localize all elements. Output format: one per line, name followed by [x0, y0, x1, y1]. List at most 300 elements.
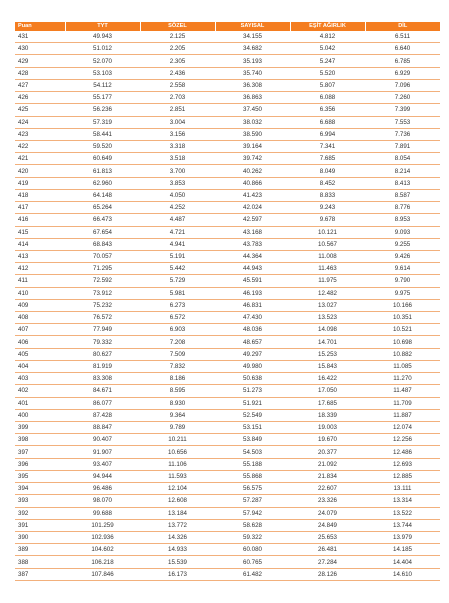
cell-tyt: 106.218 — [65, 556, 140, 568]
cell-sayisal: 38.590 — [215, 128, 290, 140]
cell-puan: 430 — [15, 43, 65, 55]
cell-puan: 418 — [15, 189, 65, 201]
cell-sayisal: 60.080 — [215, 544, 290, 556]
cell-puan: 409 — [15, 299, 65, 311]
cell-sayisal: 42.024 — [215, 202, 290, 214]
cell-esit-agirlik: 7.685 — [290, 153, 365, 165]
cell-tyt: 60.649 — [65, 153, 140, 165]
cell-sozel: 5.729 — [140, 275, 215, 287]
table-row — [15, 165, 440, 177]
cell-sayisal: 60.765 — [215, 556, 290, 568]
header-puan: Puan — [15, 22, 65, 31]
table-row — [15, 409, 440, 421]
cell-sozel: 2.205 — [140, 43, 215, 55]
table-row — [15, 153, 440, 165]
cell-sozel: 2.125 — [140, 31, 215, 43]
cell-puan: 429 — [15, 55, 65, 67]
cell-sayisal: 55.868 — [215, 470, 290, 482]
cell-dil: 7.553 — [365, 116, 440, 128]
cell-dil: 9.426 — [365, 250, 440, 262]
table-row — [15, 422, 440, 434]
cell-dil: 7.891 — [365, 140, 440, 152]
cell-puan: 402 — [15, 385, 65, 397]
cell-sozel: 6.273 — [140, 299, 215, 311]
cell-tyt: 55.177 — [65, 92, 140, 104]
cell-esit-agirlik: 26.481 — [290, 544, 365, 556]
cell-tyt: 64.148 — [65, 189, 140, 201]
cell-esit-agirlik: 6.356 — [290, 104, 365, 116]
cell-puan: 417 — [15, 202, 65, 214]
cell-sayisal: 36.308 — [215, 79, 290, 91]
cell-puan: 405 — [15, 348, 65, 360]
cell-sayisal: 43.168 — [215, 226, 290, 238]
cell-esit-agirlik: 16.422 — [290, 373, 365, 385]
table-row — [15, 483, 440, 495]
cell-dil: 7.096 — [365, 79, 440, 91]
cell-puan: 396 — [15, 458, 65, 470]
cell-tyt: 104.602 — [65, 544, 140, 556]
cell-puan: 411 — [15, 275, 65, 287]
cell-sozel: 4.721 — [140, 226, 215, 238]
cell-esit-agirlik: 11.975 — [290, 275, 365, 287]
cell-tyt: 53.103 — [65, 67, 140, 79]
cell-dil: 14.404 — [365, 556, 440, 568]
cell-puan: 412 — [15, 263, 65, 275]
cell-sozel: 3.156 — [140, 128, 215, 140]
cell-dil: 14.185 — [365, 544, 440, 556]
cell-puan: 403 — [15, 373, 65, 385]
cell-esit-agirlik: 6.994 — [290, 128, 365, 140]
table-row — [15, 250, 440, 262]
cell-sayisal: 45.591 — [215, 275, 290, 287]
cell-sayisal: 50.638 — [215, 373, 290, 385]
cell-dil: 7.260 — [365, 92, 440, 104]
cell-puan: 431 — [15, 31, 65, 43]
cell-sozel: 13.184 — [140, 507, 215, 519]
cell-tyt: 107.846 — [65, 568, 140, 580]
cell-puan: 395 — [15, 470, 65, 482]
cell-dil: 7.736 — [365, 128, 440, 140]
cell-sayisal: 44.943 — [215, 263, 290, 275]
cell-sayisal: 49.297 — [215, 348, 290, 360]
cell-esit-agirlik: 22.607 — [290, 483, 365, 495]
cell-tyt: 96.486 — [65, 483, 140, 495]
cell-tyt: 80.627 — [65, 348, 140, 360]
header-dil: DİL — [365, 22, 440, 31]
cell-tyt: 101.259 — [65, 519, 140, 531]
cell-tyt: 58.441 — [65, 128, 140, 140]
cell-sozel: 13.772 — [140, 519, 215, 531]
cell-sayisal: 41.423 — [215, 189, 290, 201]
cell-sayisal: 54.503 — [215, 446, 290, 458]
cell-esit-agirlik: 8.049 — [290, 165, 365, 177]
cell-sozel: 5.981 — [140, 287, 215, 299]
cell-sayisal: 56.575 — [215, 483, 290, 495]
table-row — [15, 67, 440, 79]
cell-esit-agirlik: 5.042 — [290, 43, 365, 55]
cell-sozel: 2.436 — [140, 67, 215, 79]
cell-tyt: 68.843 — [65, 238, 140, 250]
cell-sozel: 9.789 — [140, 422, 215, 434]
cell-esit-agirlik: 19.003 — [290, 422, 365, 434]
cell-puan: 404 — [15, 360, 65, 372]
cell-esit-agirlik: 15.253 — [290, 348, 365, 360]
cell-sayisal: 37.450 — [215, 104, 290, 116]
cell-tyt: 90.407 — [65, 434, 140, 446]
cell-sayisal: 53.151 — [215, 422, 290, 434]
cell-dil: 10.166 — [365, 299, 440, 311]
cell-sayisal: 44.364 — [215, 250, 290, 262]
cell-esit-agirlik: 17.050 — [290, 385, 365, 397]
cell-dil: 9.614 — [365, 263, 440, 275]
cell-sayisal: 39.742 — [215, 153, 290, 165]
cell-puan: 390 — [15, 531, 65, 543]
cell-puan: 422 — [15, 140, 65, 152]
table-row — [15, 470, 440, 482]
cell-tyt: 98.070 — [65, 495, 140, 507]
table-row — [15, 79, 440, 91]
table-row — [15, 104, 440, 116]
score-ranking-table-container — [15, 22, 440, 581]
cell-sayisal: 57.287 — [215, 495, 290, 507]
table-row — [15, 495, 440, 507]
cell-sayisal: 34.682 — [215, 43, 290, 55]
cell-sozel: 3.518 — [140, 153, 215, 165]
cell-esit-agirlik: 14.701 — [290, 336, 365, 348]
cell-esit-agirlik: 15.843 — [290, 360, 365, 372]
table-row — [15, 519, 440, 531]
cell-esit-agirlik: 6.688 — [290, 116, 365, 128]
cell-tyt: 94.944 — [65, 470, 140, 482]
cell-puan: 419 — [15, 177, 65, 189]
cell-sayisal: 38.032 — [215, 116, 290, 128]
table-row — [15, 458, 440, 470]
cell-tyt: 84.671 — [65, 385, 140, 397]
table-row — [15, 202, 440, 214]
cell-esit-agirlik: 8.452 — [290, 177, 365, 189]
cell-tyt: 86.077 — [65, 397, 140, 409]
cell-puan: 406 — [15, 336, 65, 348]
cell-dil: 11.709 — [365, 397, 440, 409]
cell-puan: 410 — [15, 287, 65, 299]
cell-esit-agirlik: 27.284 — [290, 556, 365, 568]
cell-esit-agirlik: 9.678 — [290, 214, 365, 226]
table-row — [15, 189, 440, 201]
cell-sozel: 2.305 — [140, 55, 215, 67]
cell-sozel: 9.364 — [140, 409, 215, 421]
cell-dil: 12.885 — [365, 470, 440, 482]
cell-tyt: 65.264 — [65, 202, 140, 214]
cell-puan: 427 — [15, 79, 65, 91]
cell-dil: 12.486 — [365, 446, 440, 458]
table-row — [15, 556, 440, 568]
header-sayisal: SAYISAL — [215, 22, 290, 31]
cell-dil: 11.887 — [365, 409, 440, 421]
cell-sayisal: 36.863 — [215, 92, 290, 104]
cell-sozel: 3.004 — [140, 116, 215, 128]
cell-sayisal: 46.831 — [215, 299, 290, 311]
cell-esit-agirlik: 18.339 — [290, 409, 365, 421]
cell-tyt: 61.813 — [65, 165, 140, 177]
table-row — [15, 324, 440, 336]
cell-sozel: 2.703 — [140, 92, 215, 104]
table-row — [15, 531, 440, 543]
cell-sayisal: 61.482 — [215, 568, 290, 580]
cell-sozel: 14.326 — [140, 531, 215, 543]
header-tyt: TYT — [65, 22, 140, 31]
cell-esit-agirlik: 10.121 — [290, 226, 365, 238]
cell-sozel: 15.539 — [140, 556, 215, 568]
cell-tyt: 75.232 — [65, 299, 140, 311]
cell-dil: 11.270 — [365, 373, 440, 385]
cell-sozel: 2.558 — [140, 79, 215, 91]
cell-sozel: 8.595 — [140, 385, 215, 397]
cell-sozel: 12.104 — [140, 483, 215, 495]
cell-sayisal: 47.430 — [215, 312, 290, 324]
cell-puan: 407 — [15, 324, 65, 336]
cell-sayisal: 59.322 — [215, 531, 290, 543]
table-row — [15, 31, 440, 43]
cell-esit-agirlik: 21.092 — [290, 458, 365, 470]
cell-sayisal: 39.164 — [215, 140, 290, 152]
cell-esit-agirlik: 9.243 — [290, 202, 365, 214]
cell-sozel: 7.509 — [140, 348, 215, 360]
cell-esit-agirlik: 14.098 — [290, 324, 365, 336]
cell-puan: 413 — [15, 250, 65, 262]
cell-sayisal: 51.273 — [215, 385, 290, 397]
cell-sayisal: 40.262 — [215, 165, 290, 177]
table-row — [15, 128, 440, 140]
cell-tyt: 67.654 — [65, 226, 140, 238]
cell-tyt: 51.012 — [65, 43, 140, 55]
table-row — [15, 140, 440, 152]
cell-dil: 9.093 — [365, 226, 440, 238]
cell-tyt: 62.960 — [65, 177, 140, 189]
cell-tyt: 76.572 — [65, 312, 140, 324]
cell-tyt: 52.070 — [65, 55, 140, 67]
cell-puan: 414 — [15, 238, 65, 250]
cell-dil: 12.074 — [365, 422, 440, 434]
cell-puan: 408 — [15, 312, 65, 324]
cell-puan: 428 — [15, 67, 65, 79]
cell-dil: 8.587 — [365, 189, 440, 201]
cell-esit-agirlik: 4.812 — [290, 31, 365, 43]
cell-sozel: 4.941 — [140, 238, 215, 250]
cell-esit-agirlik: 21.834 — [290, 470, 365, 482]
cell-dil: 10.698 — [365, 336, 440, 348]
cell-sozel: 2.851 — [140, 104, 215, 116]
cell-esit-agirlik: 24.079 — [290, 507, 365, 519]
cell-tyt: 56.236 — [65, 104, 140, 116]
cell-puan: 421 — [15, 153, 65, 165]
cell-esit-agirlik: 11.463 — [290, 263, 365, 275]
table-row — [15, 568, 440, 580]
cell-tyt: 66.473 — [65, 214, 140, 226]
cell-sozel: 6.903 — [140, 324, 215, 336]
cell-dil: 11.085 — [365, 360, 440, 372]
cell-esit-agirlik: 25.653 — [290, 531, 365, 543]
cell-dil: 13.314 — [365, 495, 440, 507]
cell-puan: 416 — [15, 214, 65, 226]
cell-puan: 387 — [15, 568, 65, 580]
cell-sozel: 8.930 — [140, 397, 215, 409]
cell-tyt: 79.332 — [65, 336, 140, 348]
cell-dil: 8.054 — [365, 153, 440, 165]
cell-sozel: 10.656 — [140, 446, 215, 458]
table-row — [15, 226, 440, 238]
cell-sozel: 12.608 — [140, 495, 215, 507]
cell-dil: 11.487 — [365, 385, 440, 397]
table-row — [15, 55, 440, 67]
cell-sozel: 4.050 — [140, 189, 215, 201]
cell-sayisal: 35.193 — [215, 55, 290, 67]
header-sozel: SÖZEL — [140, 22, 215, 31]
cell-esit-agirlik: 7.341 — [290, 140, 365, 152]
cell-esit-agirlik: 20.377 — [290, 446, 365, 458]
cell-sayisal: 35.740 — [215, 67, 290, 79]
cell-esit-agirlik: 23.326 — [290, 495, 365, 507]
cell-sozel: 3.853 — [140, 177, 215, 189]
table-row — [15, 507, 440, 519]
cell-esit-agirlik: 17.685 — [290, 397, 365, 409]
cell-sozel: 5.442 — [140, 263, 215, 275]
score-ranking-table — [15, 22, 440, 581]
cell-esit-agirlik: 24.849 — [290, 519, 365, 531]
cell-sozel: 11.593 — [140, 470, 215, 482]
cell-dil: 6.511 — [365, 31, 440, 43]
cell-tyt: 73.912 — [65, 287, 140, 299]
cell-puan: 424 — [15, 116, 65, 128]
table-row — [15, 238, 440, 250]
cell-sozel: 3.700 — [140, 165, 215, 177]
cell-tyt: 99.688 — [65, 507, 140, 519]
cell-puan: 391 — [15, 519, 65, 531]
cell-tyt: 72.592 — [65, 275, 140, 287]
cell-puan: 423 — [15, 128, 65, 140]
cell-sayisal: 46.193 — [215, 287, 290, 299]
table-row — [15, 360, 440, 372]
cell-esit-agirlik: 5.247 — [290, 55, 365, 67]
table-row — [15, 177, 440, 189]
table-row — [15, 116, 440, 128]
cell-sayisal: 48.036 — [215, 324, 290, 336]
table-row — [15, 434, 440, 446]
cell-dil: 6.785 — [365, 55, 440, 67]
cell-puan: 397 — [15, 446, 65, 458]
cell-sozel: 6.572 — [140, 312, 215, 324]
cell-dil: 9.975 — [365, 287, 440, 299]
cell-esit-agirlik: 5.807 — [290, 79, 365, 91]
cell-tyt: 93.407 — [65, 458, 140, 470]
cell-puan: 394 — [15, 483, 65, 495]
cell-sozel: 7.208 — [140, 336, 215, 348]
cell-sayisal: 51.921 — [215, 397, 290, 409]
cell-sayisal: 40.866 — [215, 177, 290, 189]
cell-sozel: 8.186 — [140, 373, 215, 385]
cell-dil: 10.351 — [365, 312, 440, 324]
cell-sozel: 4.252 — [140, 202, 215, 214]
cell-tyt: 59.520 — [65, 140, 140, 152]
table-body — [15, 31, 440, 580]
cell-esit-agirlik: 8.833 — [290, 189, 365, 201]
cell-puan: 426 — [15, 92, 65, 104]
cell-dil: 8.214 — [365, 165, 440, 177]
cell-puan: 420 — [15, 165, 65, 177]
cell-puan: 400 — [15, 409, 65, 421]
table-row — [15, 299, 440, 311]
cell-sayisal: 58.628 — [215, 519, 290, 531]
cell-tyt: 77.949 — [65, 324, 140, 336]
cell-esit-agirlik: 6.088 — [290, 92, 365, 104]
cell-esit-agirlik: 12.482 — [290, 287, 365, 299]
cell-dil: 14.610 — [365, 568, 440, 580]
cell-tyt: 91.907 — [65, 446, 140, 458]
cell-dil: 8.953 — [365, 214, 440, 226]
cell-puan: 398 — [15, 434, 65, 446]
cell-puan: 393 — [15, 495, 65, 507]
cell-puan: 399 — [15, 422, 65, 434]
table-row — [15, 43, 440, 55]
table-header-row — [15, 22, 440, 31]
table-row — [15, 275, 440, 287]
cell-tyt: 83.308 — [65, 373, 140, 385]
table-row — [15, 544, 440, 556]
cell-esit-agirlik: 5.520 — [290, 67, 365, 79]
table-row — [15, 446, 440, 458]
cell-esit-agirlik: 13.027 — [290, 299, 365, 311]
cell-dil: 13.744 — [365, 519, 440, 531]
cell-dil: 13.522 — [365, 507, 440, 519]
cell-tyt: 87.428 — [65, 409, 140, 421]
table-row — [15, 263, 440, 275]
table-row — [15, 385, 440, 397]
cell-puan: 388 — [15, 556, 65, 568]
cell-dil: 7.399 — [365, 104, 440, 116]
cell-esit-agirlik: 10.567 — [290, 238, 365, 250]
cell-sozel: 4.487 — [140, 214, 215, 226]
cell-dil: 12.256 — [365, 434, 440, 446]
cell-sayisal: 52.549 — [215, 409, 290, 421]
cell-dil: 8.776 — [365, 202, 440, 214]
cell-tyt: 81.919 — [65, 360, 140, 372]
cell-esit-agirlik: 28.126 — [290, 568, 365, 580]
cell-dil: 13.111 — [365, 483, 440, 495]
cell-sozel: 7.832 — [140, 360, 215, 372]
table-row — [15, 312, 440, 324]
cell-sozel: 16.173 — [140, 568, 215, 580]
cell-esit-agirlik: 19.670 — [290, 434, 365, 446]
cell-dil: 8.413 — [365, 177, 440, 189]
cell-tyt: 102.936 — [65, 531, 140, 543]
table-row — [15, 287, 440, 299]
table-row — [15, 92, 440, 104]
cell-sayisal: 48.657 — [215, 336, 290, 348]
cell-tyt: 54.112 — [65, 79, 140, 91]
cell-puan: 392 — [15, 507, 65, 519]
cell-puan: 415 — [15, 226, 65, 238]
cell-sayisal: 43.783 — [215, 238, 290, 250]
cell-puan: 425 — [15, 104, 65, 116]
cell-tyt: 70.057 — [65, 250, 140, 262]
cell-tyt: 88.847 — [65, 422, 140, 434]
cell-esit-agirlik: 13.523 — [290, 312, 365, 324]
cell-sayisal: 57.942 — [215, 507, 290, 519]
cell-sozel: 11.106 — [140, 458, 215, 470]
cell-puan: 401 — [15, 397, 65, 409]
cell-sayisal: 34.155 — [215, 31, 290, 43]
cell-esit-agirlik: 11.008 — [290, 250, 365, 262]
cell-dil: 6.640 — [365, 43, 440, 55]
